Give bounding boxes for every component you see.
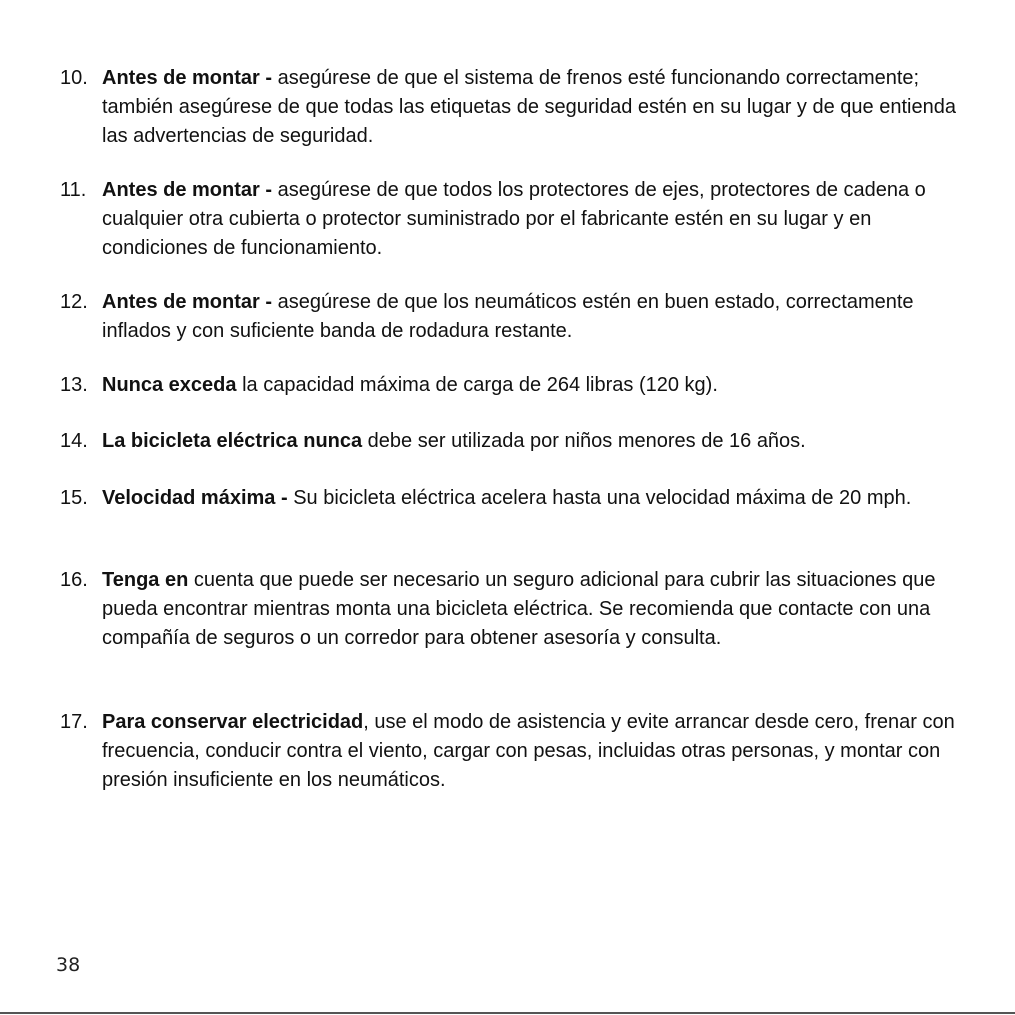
item-body: debe ser utilizada por niños menores de 16 años. bbox=[362, 430, 806, 452]
item-text bbox=[102, 484, 975, 513]
item-lead: Nunca exceda bbox=[102, 374, 237, 396]
item-lead: Antes de montar - bbox=[102, 67, 273, 89]
item-body: asegúrese de que todos los protectores de ejes, protectores de cadena o cualquier otra cubierta o protector suministrado por el fabricante estén en su lugar y en condiciones de funcionamiento. bbox=[102, 179, 926, 259]
list-item-17 bbox=[60, 708, 975, 795]
item-text bbox=[102, 566, 975, 653]
item-number: 12. bbox=[60, 291, 88, 313]
item-text bbox=[102, 708, 975, 795]
page-number: 38 bbox=[56, 954, 81, 976]
item-number: 14. bbox=[60, 430, 88, 452]
bottom-divider bbox=[0, 1012, 1015, 1014]
item-number: 15. bbox=[60, 487, 88, 509]
item-lead: Velocidad máxima - bbox=[102, 487, 288, 509]
item-number: 11. bbox=[60, 179, 87, 201]
item-lead: Para conservar electricidad bbox=[102, 711, 364, 733]
item-text bbox=[102, 371, 975, 400]
item-body: cuenta que puede ser necesario un seguro adicional para cubrir las situaciones que pueda encontrar mientras monta una bicicleta eléctrica. Se recomienda que contacte con una compañía de seguros o un corredor para obtener asesoría y consulta. bbox=[102, 569, 936, 649]
list-item-10 bbox=[60, 64, 975, 151]
item-body: Su bicicleta eléctrica acelera hasta una velocidad máxima de 20 mph. bbox=[287, 487, 912, 509]
item-number: 17. bbox=[60, 711, 88, 733]
item-text bbox=[102, 427, 975, 456]
list-item-11 bbox=[60, 176, 975, 263]
item-body: la capacidad máxima de carga de 264 libras (120 kg). bbox=[236, 374, 718, 396]
item-lead: Tenga en bbox=[102, 569, 189, 591]
item-text bbox=[102, 64, 975, 151]
list-item-13 bbox=[60, 371, 975, 400]
item-lead: Antes de montar - bbox=[102, 291, 273, 313]
item-number: 10. bbox=[60, 67, 88, 89]
item-text bbox=[102, 288, 975, 346]
item-lead: La bicicleta eléctrica nunca bbox=[102, 430, 363, 452]
item-body: , use el modo de asistencia y evite arrancar desde cero, frenar con frecuencia, conducir contra el viento, cargar con pesas, incluidas otras personas, y montar con presión insuficiente en los neumáticos. bbox=[102, 711, 955, 791]
list-item-15 bbox=[60, 484, 975, 513]
item-number: 13. bbox=[60, 374, 88, 396]
item-lead: Antes de montar - bbox=[102, 179, 273, 201]
item-body: asegúrese de que los neumáticos estén en buen estado, correctamente inflados y con suficiente banda de rodadura restante. bbox=[102, 291, 914, 342]
list-item-12 bbox=[60, 288, 975, 346]
item-number: 16. bbox=[60, 569, 88, 591]
item-text bbox=[102, 176, 975, 263]
list-item-14 bbox=[60, 427, 975, 456]
item-body: asegúrese de que el sistema de frenos esté funcionando correctamente; también asegúrese de que todas las etiquetas de seguridad estén en su lugar y de que entienda las advertencias de seguridad. bbox=[102, 67, 956, 147]
list-item-16 bbox=[60, 566, 975, 653]
